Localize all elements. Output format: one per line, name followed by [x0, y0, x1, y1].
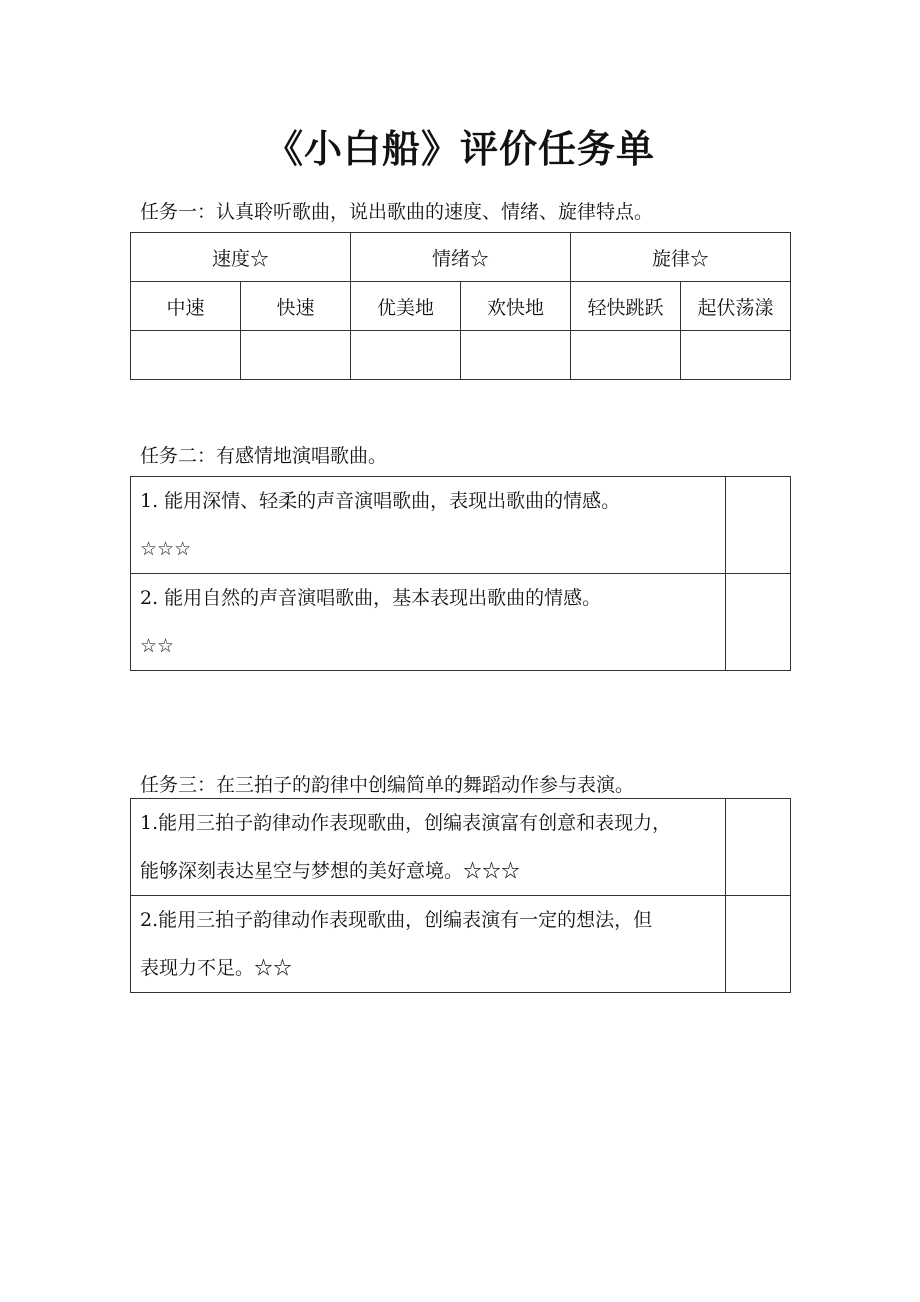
answer-cell[interactable] [241, 331, 351, 380]
page-title: 《小白船》评价任务单 [264, 127, 655, 171]
answer-cell[interactable] [351, 331, 461, 380]
option-cell: 优美地 [351, 282, 461, 331]
criterion-text-line2: 表现力不足。☆☆ [140, 957, 293, 979]
criterion-text-line1: 1.能用三拍子韵律动作表现歌曲，创编表演富有创意和表现力， [140, 812, 672, 834]
criterion-cell [131, 896, 726, 993]
option-cell: 欢快地 [461, 282, 571, 331]
score-cell[interactable] [726, 477, 791, 574]
criterion-cell [131, 799, 726, 896]
group-emotion: 情绪☆ [351, 233, 571, 282]
task2-table [130, 476, 791, 671]
criterion-stars: ☆☆ [140, 635, 175, 657]
task3-table [130, 798, 791, 993]
option-cell: 中速 [131, 282, 241, 331]
group-melody: 旋律☆ [571, 233, 791, 282]
option-cell: 快速 [241, 282, 351, 331]
score-cell[interactable] [726, 799, 791, 896]
criterion-text: 2. 能用自然的声音演唱歌曲，基本表现出歌曲的情感。 [140, 587, 602, 609]
answer-cell[interactable] [461, 331, 571, 380]
score-cell[interactable] [726, 896, 791, 993]
task2-row [131, 477, 791, 574]
task2-row [131, 574, 791, 671]
task1-answer-row [131, 331, 791, 380]
criterion-cell [131, 477, 726, 574]
criterion-text: 1. 能用深情、轻柔的声音演唱歌曲，表现出歌曲的情感。 [140, 490, 621, 512]
option-cell: 起伏荡漾 [681, 282, 791, 331]
criterion-stars: ☆☆☆ [140, 538, 192, 560]
task1-group-row [131, 233, 791, 282]
task1-heading: 任务一：认真聆听歌曲，说出歌曲的速度、情绪、旋律特点。 [140, 201, 654, 223]
answer-cell[interactable] [131, 331, 241, 380]
answer-cell[interactable] [571, 331, 681, 380]
answer-cell[interactable] [681, 331, 791, 380]
task3-row [131, 896, 791, 993]
task1-table [130, 232, 791, 380]
criterion-text-line2: 能够深刻表达星空与梦想的美好意境。☆☆☆ [140, 860, 521, 882]
score-cell[interactable] [726, 574, 791, 671]
task3-row [131, 799, 791, 896]
task1-option-row [131, 282, 791, 331]
group-speed: 速度☆ [131, 233, 351, 282]
criterion-cell [131, 574, 726, 671]
option-cell: 轻快跳跃 [571, 282, 681, 331]
task3-heading: 任务三：在三拍子的韵律中创编简单的舞蹈动作参与表演。 [140, 774, 635, 796]
criterion-text-line1: 2.能用三拍子韵律动作表现歌曲，创编表演有一定的想法，但 [140, 909, 653, 931]
task2-heading: 任务二：有感情地演唱歌曲。 [140, 445, 388, 467]
